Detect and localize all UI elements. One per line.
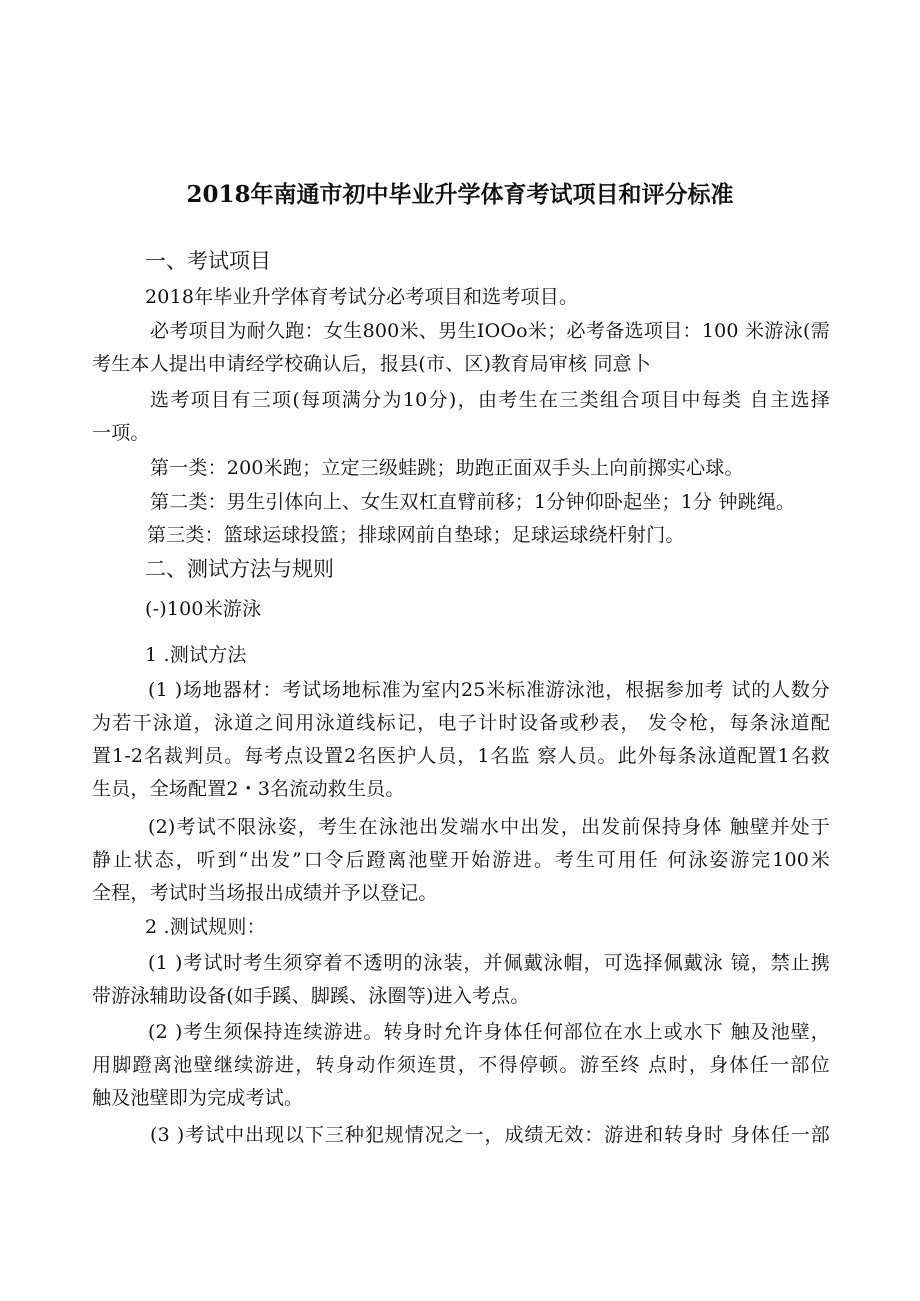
paragraph-venue-line3: 置1-2名裁判员。每考点设置2名医护人员，1名监 察人员。此外每条泳道配置1名救: [92, 745, 830, 767]
paragraph-elective-line2: 一项。: [92, 422, 150, 444]
document-title: 2018年南通市初中毕业升学体育考试项目和评分标准: [186, 181, 734, 208]
paragraph-rule1-line1: (1 )考试时考生须穿着不透明的泳装，并佩戴泳帽，可选择佩戴泳 镜，禁止携: [148, 952, 830, 974]
section-heading-exam-items: 一、考试项目: [145, 249, 271, 273]
paragraph-category-1: 第一类：200米跑；立定三级蛙跳；助跑正面双手头上向前掷实心球。: [150, 457, 744, 479]
paragraph-start-line1: (2)考试不限泳姿，考生在泳池出发端水中出发，出发前保持身体 触壁并处于: [148, 816, 830, 838]
paragraph-intro: 2018年毕业升学体育考试分必考项目和选考项目。: [145, 286, 579, 308]
subheading-test-method: 1 .测试方法: [145, 644, 247, 666]
paragraph-required-line2: 考生本人提出申请经学校确认后，报县(市、区)教育局审核 同意卜: [92, 353, 652, 375]
subheading-test-rules: 2 .测试规则：: [145, 916, 266, 938]
paragraph-start-line2: 静止状态，听到“出发”口令后蹬离池壁开始游进。考生可用任 何泳姿游完100米: [92, 849, 830, 871]
paragraph-rule2-line1: (2 )考生须保持连续游进。转身时允许身体任何部位在水上或水下 触及池壁，: [148, 1021, 830, 1043]
paragraph-rule2-line2: 用脚蹬离池壁继续游进，转身动作须连贯，不得停顿。游至终 点时，身体任一部位: [92, 1054, 830, 1076]
paragraph-rule3-line1: (3 )考试中出现以下三种犯规情况之一，成绩无效：游进和转身时 身体任一部: [150, 1124, 830, 1146]
paragraph-venue-line4: 生员，全场配置2・3名流动救生员。: [92, 778, 405, 800]
paragraph-category-3: 第三类：篮球运球投篮；排球网前自垫球；足球运球绕杆射门。: [147, 524, 685, 546]
paragraph-rule1-line2: 带游泳辅助设备(如手蹊、脚蹊、泳圈等)进入考点。: [92, 985, 530, 1007]
paragraph-required-line1: 必考项目为耐久跑：女生800米、男生IOOo米；必考备选项目：100 米游泳(需: [150, 320, 830, 342]
paragraph-venue-line2: 为若干泳道，泳道之间用泳道线标记，电子计时设备或秒表， 发令枪，每条泳道配: [92, 712, 830, 734]
paragraph-category-2: 第二类：男生引体向上、女生双杠直臂前移；1分钟仰卧起坐；1分 钟跳绳。: [150, 491, 796, 513]
paragraph-elective-line1: 选考项目有三项(每项满分为10分)，由考生在三类组合项目中每类 自主选择: [150, 389, 830, 411]
paragraph-venue-line1: (1 )场地器材：考试场地标准为室内25米标准游泳池，根据参加考 试的人数分: [148, 679, 830, 701]
paragraph-start-line3: 全程，考试时当场报出成绩并予以登记。: [92, 882, 438, 904]
paragraph-rule2-line3: 触及池壁即为完成考试。: [92, 1087, 304, 1109]
section-heading-test-methods: 二、测试方法与规则: [145, 557, 334, 581]
subsection-swimming: (-)100米游泳: [145, 598, 262, 620]
